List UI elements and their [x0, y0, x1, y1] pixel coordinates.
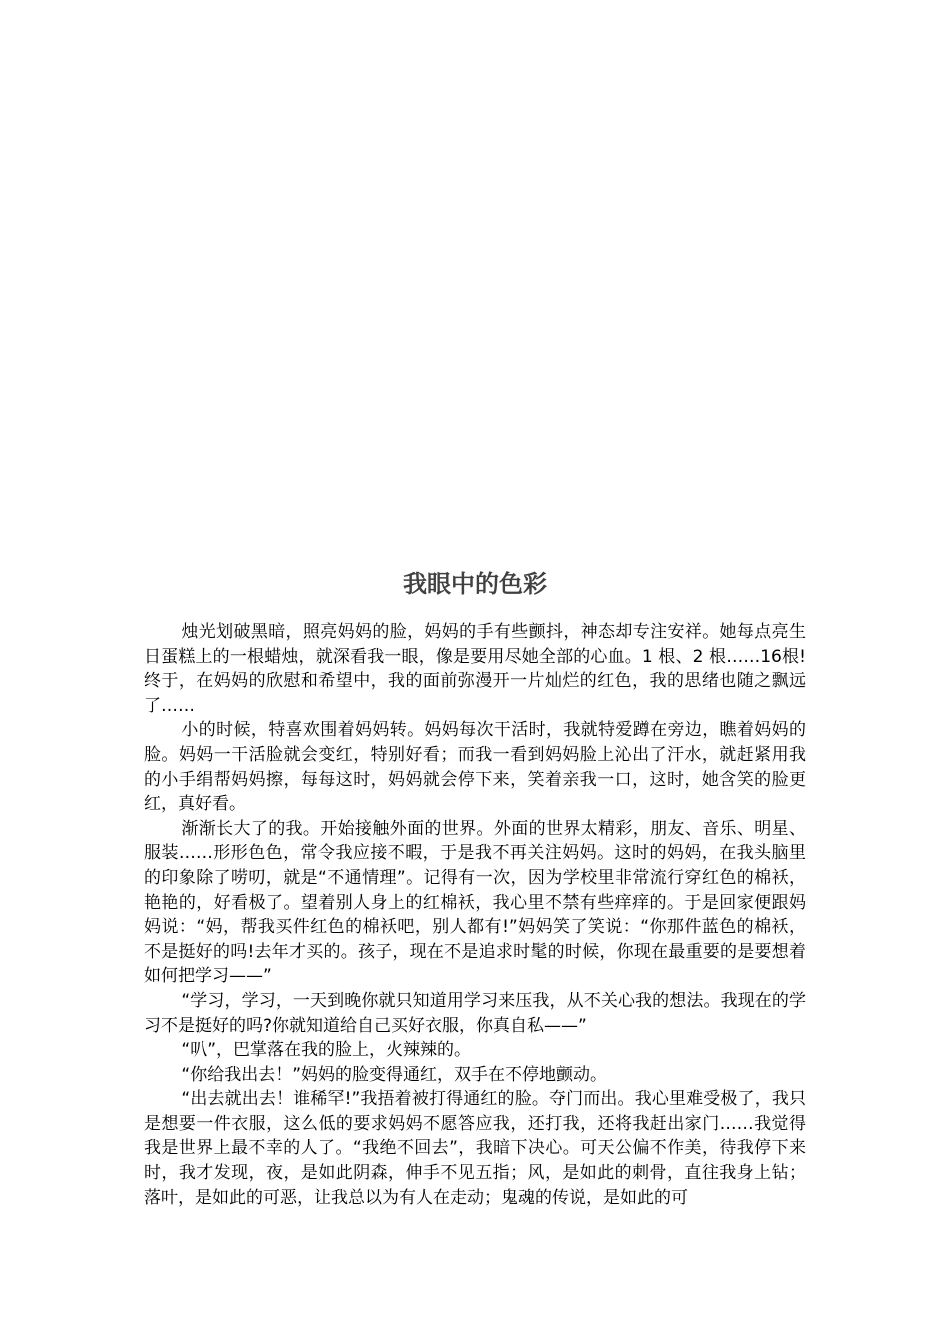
document-body [144, 620, 806, 1210]
paragraph: “你给我出去！”妈妈的脸变得通红，双手在不停地颤动。 [181, 1064, 608, 1085]
paragraph: “叭”，巴掌落在我的脸上，火辣辣的。 [181, 1040, 472, 1061]
paragraph: “出去就出去！谁稀罕!”我捂着被打得通红的脸。夺门而出。我心里难受极了，我只是想要一件衣服，这么低的要求妈妈不愿答应我，还打我，还将我赶出家门……我觉得我是世界上最不幸的人了。“我绝不回去”，我暗下决心。可天公偏不作美，待我停下来时，我才发现，夜，是如此阴森，伸手不见五指；风，是如此的刺骨，直往我身上钻；落叶，是如此的可恶，让我总以为有人在走动；鬼魂的传说，是如此的可 [144, 1089, 806, 1208]
paragraph: 渐渐长大了的我。开始接触外面的世界。外面的世界太精彩，朋友、音乐、明星、服装……形形色色，常令我应接不暇，于是我不再关注妈妈。这时的妈妈，在我头脑里的印象除了唠叨，就是“不通情理”。记得有一次，因为学校里非常流行穿红色的棉袄，艳艳的，好看极了。望着别人身上的红棉袄，我心里不禁有些痒痒的。于是回家便跟妈妈说：“妈，帮我买件红色的棉袄吧，别人都有!”妈妈笑了笑说：“你那件蓝色的棉袄，不是挺好的吗!去年才买的。孩子，现在不是追求时髦的时候，你现在最重要的是要想着如何把学习——” [144, 818, 806, 987]
paragraph: “学习，学习，一天到晚你就只知道用学习来压我，从不关心我的想法。我现在的学习不是挺好的吗?你就知道给自己买好衣服，你真自私——” [144, 990, 806, 1036]
paragraph: 小的时候，特喜欢围着妈妈转。妈妈每次干活时，我就特爱蹲在旁边，瞧着妈妈的脸。妈妈一干活脸就会变红，特别好看；而我一看到妈妈脸上沁出了汗水，就赶紧用我的小手绢帮妈妈擦，每每这时，妈妈就会停下来，笑着亲我一口，这时，她含笑的脸更红，真好看。 [144, 720, 806, 815]
paragraph: 烛光划破黑暗，照亮妈妈的脸，妈妈的手有些颤抖，神态却专注安祥。她每点亮生日蛋糕上的一根蜡烛，就深看我一眼，像是要用尽她全部的心血。1 根、2 根……16根!终于，在妈妈的欣慰和希望中，我的面前弥漫开一片灿烂的红色，我的思绪也随之飘远了…… [144, 622, 806, 716]
document-title: 我眼中的色彩 [403, 570, 547, 598]
